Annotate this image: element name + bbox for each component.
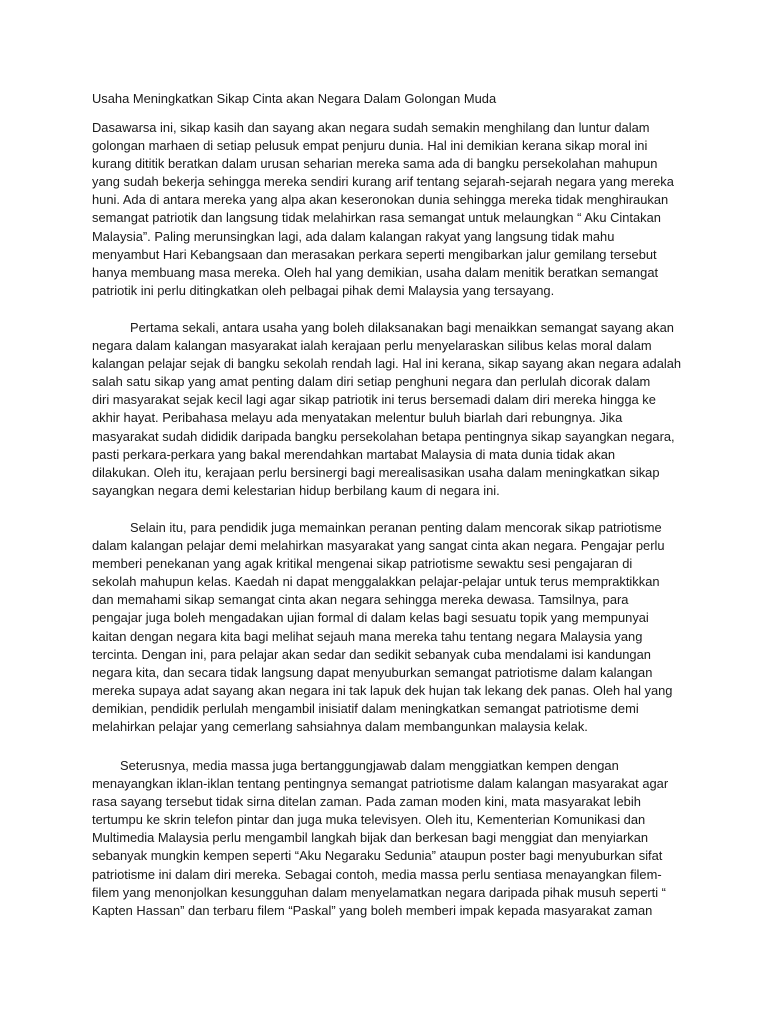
paragraph-point-three	[92, 757, 668, 920]
paragraph-line: menyambut Hari Kebangsaan dan merasakan perkara seperti mengibarkan jalur gemilang tersebut	[92, 246, 657, 262]
paragraph-line: Multimedia Malaysia perlu mengambil langkah bijak dan berkesan bagi menggiat dan menyiarkan	[92, 830, 649, 846]
paragraph-line: dalam kalangan pelajar demi melahirkan masyarakat yang sangat cinta akan negara. Pengajar perlu	[92, 538, 665, 554]
paragraph-point-two	[92, 519, 672, 736]
paragraph-line: huni. Ada di antara mereka yang alpa akan keseronokan dunia sehingga mereka tidak menghiraukan	[92, 192, 669, 208]
paragraph-line: dilakukan. Oleh itu, kerajaan perlu bersinergi bagi merealisasikan usaha dalam meningkatkan sikap	[92, 464, 660, 480]
paragraph-line: patriotik ini perlu ditingkatkan oleh pelbagai pihak demi Malaysia yang tersayang.	[92, 282, 555, 298]
paragraph-line: Kapten Hassan” dan terbaru filem “Paskal” yang boleh memberi impak kepada masyarakat zaman	[92, 902, 653, 918]
paragraph-line: masyarakat sudah dididik daripada bangku persekolahan betapa pentingnya sikap sayangkan negara,	[92, 428, 675, 444]
paragraph-line: Dasawarsa ini, sikap kasih dan sayang akan negara sudah semakin menghilang dan luntur dalam	[92, 120, 650, 135]
paragraph-line: tertumpu ke skrin telefon pintar dan juga muka televisyen. Oleh itu, Kementerian Komunikasi dan	[92, 812, 646, 828]
paragraph-line: sebanyak mungkin kempen seperti “Aku Negaraku Sedunia” ataupun poster bagi menyuburkan sifat	[92, 848, 663, 864]
paragraph-line: rasa sayang tersebut tidak sirna ditelan zaman. Pada zaman moden kini, mata masyarakat lebih	[92, 794, 641, 810]
paragraph-line: menayangkan iklan-iklan tentang pentingnya semangat patriotisme dalam kalangan masyarakat agar	[92, 776, 669, 792]
paragraph-line: Pertama sekali, antara usaha yang boleh dilaksanakan bagi menaikkan semangat sayang akan	[130, 320, 674, 335]
paragraph-line: demikian, pendidik perlulah mengambil inisiatif dalam meningkatkan semangat patriotisme demi	[92, 700, 639, 716]
paragraph-line: tercinta. Dengan ini, para pelajar akan sedar dan sedikit sebanyak cuba mendalami isi kandungan	[92, 646, 651, 662]
paragraph-line: sayangkan negara demi kelestarian hidup berbilang kaum di negara ini.	[92, 482, 500, 498]
paragraph-line: dan memahami sikap semangat cinta akan negara sehingga mereka dewasa. Tamsilnya, para	[92, 592, 629, 608]
paragraph-line: Malaysia”. Paling meruns​ingkan lagi, ada dalam kalangan rakyat yang langsung tidak mahu	[92, 228, 615, 244]
paragraph-line: yang sudah bekerja sehingga mereka sendiri kurang arif tentang sejarah-sejarah negara yang mereka	[92, 174, 674, 190]
paragraph-line: pengajar juga boleh mengadakan ujian formal di dalam kelas bagi sesuatu topik yang mempunyai	[92, 610, 649, 626]
document-title: Usaha Meningkatkan Sikap Cinta akan Negara Dalam Golongan Muda	[92, 91, 497, 106]
paragraph-line: negara dalam kalangan masyarakat ialah kerajaan perlu menyelaraskan silibus kelas moral dalam	[92, 338, 652, 354]
paragraph-line: hanya membuang masa mereka. Oleh hal yang demikian, usaha dalam menitik beratkan semangat	[92, 264, 659, 280]
paragraph-line: Selain itu, para pendidik juga memainkan peranan penting dalam mencorak sikap patriotisme	[130, 520, 662, 535]
paragraph-introduction	[92, 119, 674, 300]
paragraph-line: kaitan dengan negara kita bagi melihat sejauh mana mereka tahu tentang negara Malaysia yang	[92, 628, 643, 644]
paragraph-line: Seterusnya, media massa juga bertanggungjawab dalam menggiatkan kempen dengan	[120, 758, 619, 773]
paragraph-line: patriotisme ini dalam diri mereka. Sebagai contoh, media massa perlu sentiasa menayangkan filem-	[92, 866, 662, 882]
paragraph-line: semangat patriotik dan langsung tidak melahirkan rasa semangat untuk melaungkan “ Aku Cintakan	[92, 210, 661, 226]
paragraph-line: golongan marhaen di setiap pelusuk empat penjuru dunia. Hal ini demikian kerana sikap moral ini	[92, 138, 648, 154]
paragraph-line: sekolah mahupun kelas. Kaedah ni dapat menggalakkan pelajar-pelajar untuk terus mempraktikkan	[92, 574, 660, 590]
paragraph-line: melahirkan pelajar yang cemerlang sahsiahnya dalam membangunkan malaysia kelak.	[92, 719, 588, 735]
paragraph-line: kalangan pelajar sejak di bangku sekolah rendah lagi. Hal ini kerana, sikap sayang akan negara adalah	[92, 356, 682, 372]
paragraph-line: filem yang menonjolkan kesungguhan dalam menyelamatkan negara daripada pihak musuh seperti “	[92, 884, 666, 900]
paragraph-point-one	[92, 319, 681, 500]
paragraph-line: salah satu sikap yang amat penting dalam diri setiap penghuni negara dan perlulah dicorak dalam	[92, 374, 651, 390]
paragraph-line: memberi penekanan yang agak kritikal mengenai sikap patriotisme sewaktu sesi pengajaran di	[92, 556, 633, 572]
paragraph-line: pasti perkara-perkara yang bakal merendahkan martabat Malaysia di mata dunia tidak akan	[92, 446, 616, 462]
paragraph-line: kurang dititik beratkan dalam urusan seharian mereka sama ada di bangku persekolahan mahupun	[92, 156, 658, 172]
paragraph-line: mereka supaya adat sayang akan negara ini tak lapuk dek hujan tak lekang dek panas. Oleh hal yang	[92, 682, 673, 698]
paragraph-line: negara kita, dan secara tidak langsung dapat menyuburkan semangat patriotisme dalam kalangan	[92, 664, 653, 680]
paragraph-line: diri masyarakat sejak kecil lagi agar sikap patriotik ini terus bersemadi dalam diri mereka hingga ke	[92, 392, 656, 408]
paragraph-line: akhir hayat. Peribahasa melayu ada menyatakan melentur buluh biarlah dari rebungnya. Jika	[92, 410, 623, 426]
